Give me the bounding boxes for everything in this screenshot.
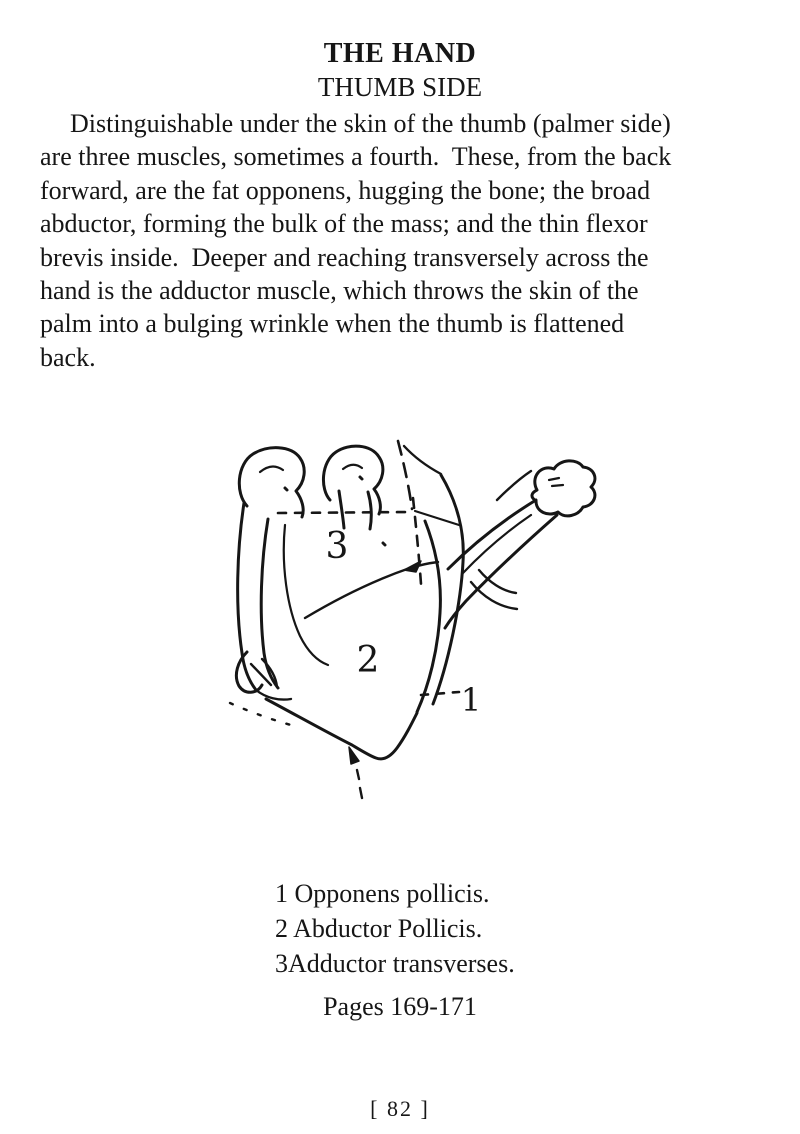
body-line: back.: [40, 342, 96, 372]
pages-reference: Pages 169-171: [323, 992, 477, 1021]
legend-item-abductor: 2 Abductor Pollicis.: [275, 914, 483, 943]
page-subtitle: THUMB SIDE: [317, 72, 483, 102]
hand-thumb-sketch: [215, 435, 610, 810]
body-line: brevis inside. Deeper and reaching transversely across the: [40, 242, 649, 272]
body-line: Distinguishable under the skin of the thumb (palmer side): [70, 109, 671, 138]
legend-item-opponens: 1 Opponens pollicis.: [275, 879, 490, 908]
body-line: are three muscles, sometimes a fourth. These, from the back: [40, 142, 672, 172]
page-title: THE HAND: [323, 38, 477, 69]
page-number: [ 82 ]: [370, 1096, 430, 1121]
body-paragraph: [40, 107, 764, 374]
legend-item-adductor: 3Adductor transverses.: [275, 949, 515, 978]
figure-label-1: 1: [460, 681, 482, 719]
figure-label-2: 2: [356, 640, 380, 681]
figure-legend: [275, 876, 515, 981]
body-line: hand is the adductor muscle, which throws the skin of the: [40, 276, 639, 306]
body-line: abductor, forming the bulk of the mass; and the thin flexor: [40, 209, 648, 239]
body-line: palm into a bulging wrinkle when the thumb is flattened: [40, 309, 625, 339]
body-line: forward, are the fat opponens, hugging the bone; the broad: [40, 175, 651, 205]
anatomical-figure: [215, 435, 610, 810]
figure-label-3: 3: [325, 526, 349, 567]
